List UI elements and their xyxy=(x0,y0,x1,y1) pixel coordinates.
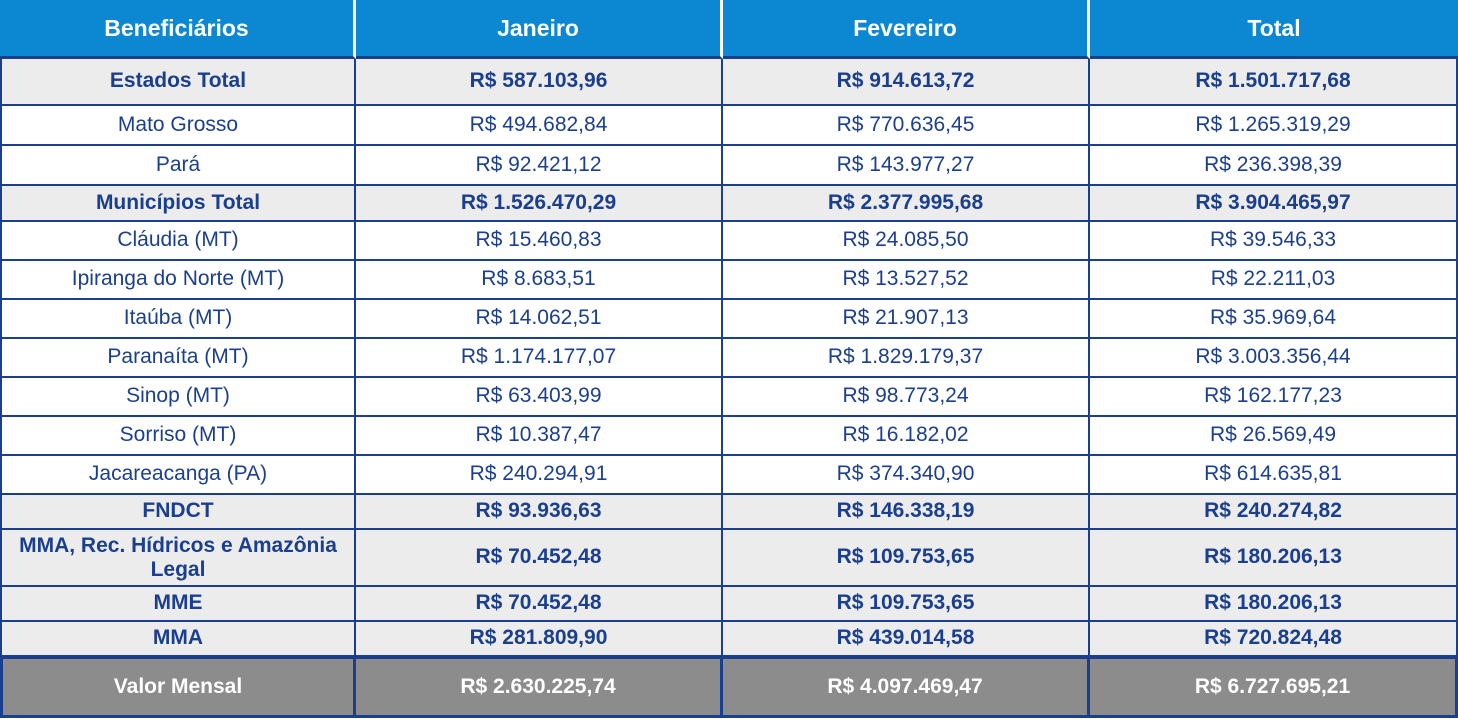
header-janeiro: Janeiro xyxy=(356,0,723,59)
february-value: R$ 13.527,52 xyxy=(723,261,1090,300)
header-total: Total xyxy=(1090,0,1458,59)
january-value: R$ 494.682,84 xyxy=(356,106,723,146)
february-value: R$ 2.377.995,68 xyxy=(723,186,1090,222)
february-value: R$ 109.753,65 xyxy=(723,587,1090,622)
beneficiary-label: Jacareacanga (PA) xyxy=(0,456,356,495)
january-value: R$ 14.062,51 xyxy=(356,300,723,339)
january-value: R$ 281.809,90 xyxy=(356,622,723,657)
february-value: R$ 109.753,65 xyxy=(723,530,1090,587)
beneficiary-label: Ipiranga do Norte (MT) xyxy=(0,261,356,300)
beneficiary-label: Sinop (MT) xyxy=(0,378,356,417)
beneficiary-label: FNDCT xyxy=(0,495,356,530)
beneficiary-label: Pará xyxy=(0,146,356,186)
february-value: R$ 24.085,50 xyxy=(723,222,1090,261)
total-value: R$ 3.003.356,44 xyxy=(1090,339,1458,378)
total-value: R$ 22.211,03 xyxy=(1090,261,1458,300)
january-value: R$ 70.452,48 xyxy=(356,530,723,587)
header-fevereiro: Fevereiro xyxy=(723,0,1090,59)
january-value: R$ 587.103,96 xyxy=(356,59,723,106)
february-value: R$ 770.636,45 xyxy=(723,106,1090,146)
total-value: R$ 6.727.695,21 xyxy=(1090,657,1458,718)
february-value: R$ 439.014,58 xyxy=(723,622,1090,657)
beneficiary-label: MMA, Rec. Hídricos e Amazônia Legal xyxy=(0,530,356,587)
total-value: R$ 26.569,49 xyxy=(1090,417,1458,456)
january-value: R$ 1.174.177,07 xyxy=(356,339,723,378)
total-value: R$ 1.501.717,68 xyxy=(1090,59,1458,106)
total-value: R$ 3.904.465,97 xyxy=(1090,186,1458,222)
february-value: R$ 16.182,02 xyxy=(723,417,1090,456)
total-value: R$ 180.206,13 xyxy=(1090,530,1458,587)
total-value: R$ 39.546,33 xyxy=(1090,222,1458,261)
total-value: R$ 1.265.319,29 xyxy=(1090,106,1458,146)
beneficiary-label: Mato Grosso xyxy=(0,106,356,146)
beneficiary-label: Valor Mensal xyxy=(0,657,356,718)
january-value: R$ 1.526.470,29 xyxy=(356,186,723,222)
january-value: R$ 92.421,12 xyxy=(356,146,723,186)
february-value: R$ 146.338,19 xyxy=(723,495,1090,530)
february-value: R$ 143.977,27 xyxy=(723,146,1090,186)
january-value: R$ 2.630.225,74 xyxy=(356,657,723,718)
total-value: R$ 240.274,82 xyxy=(1090,495,1458,530)
total-value: R$ 720.824,48 xyxy=(1090,622,1458,657)
january-value: R$ 240.294,91 xyxy=(356,456,723,495)
beneficiary-label: MMA xyxy=(0,622,356,657)
beneficiary-label: Estados Total xyxy=(0,59,356,106)
header-beneficiarios: Beneficiários xyxy=(0,0,356,59)
january-value: R$ 63.403,99 xyxy=(356,378,723,417)
total-value: R$ 162.177,23 xyxy=(1090,378,1458,417)
february-value: R$ 914.613,72 xyxy=(723,59,1090,106)
february-value: R$ 4.097.469,47 xyxy=(723,657,1090,718)
total-value: R$ 236.398,39 xyxy=(1090,146,1458,186)
beneficiary-label: Paranaíta (MT) xyxy=(0,339,356,378)
beneficiary-label: Municípios Total xyxy=(0,186,356,222)
february-value: R$ 1.829.179,37 xyxy=(723,339,1090,378)
january-value: R$ 15.460,83 xyxy=(356,222,723,261)
january-value: R$ 70.452,48 xyxy=(356,587,723,622)
total-value: R$ 614.635,81 xyxy=(1090,456,1458,495)
january-value: R$ 93.936,63 xyxy=(356,495,723,530)
february-value: R$ 98.773,24 xyxy=(723,378,1090,417)
january-value: R$ 10.387,47 xyxy=(356,417,723,456)
february-value: R$ 21.907,13 xyxy=(723,300,1090,339)
total-value: R$ 180.206,13 xyxy=(1090,587,1458,622)
total-value: R$ 35.969,64 xyxy=(1090,300,1458,339)
beneficiary-label: Itaúba (MT) xyxy=(0,300,356,339)
february-value: R$ 374.340,90 xyxy=(723,456,1090,495)
january-value: R$ 8.683,51 xyxy=(356,261,723,300)
beneficiary-label: Cláudia (MT) xyxy=(0,222,356,261)
beneficiary-label: Sorriso (MT) xyxy=(0,417,356,456)
beneficiary-label: MME xyxy=(0,587,356,622)
